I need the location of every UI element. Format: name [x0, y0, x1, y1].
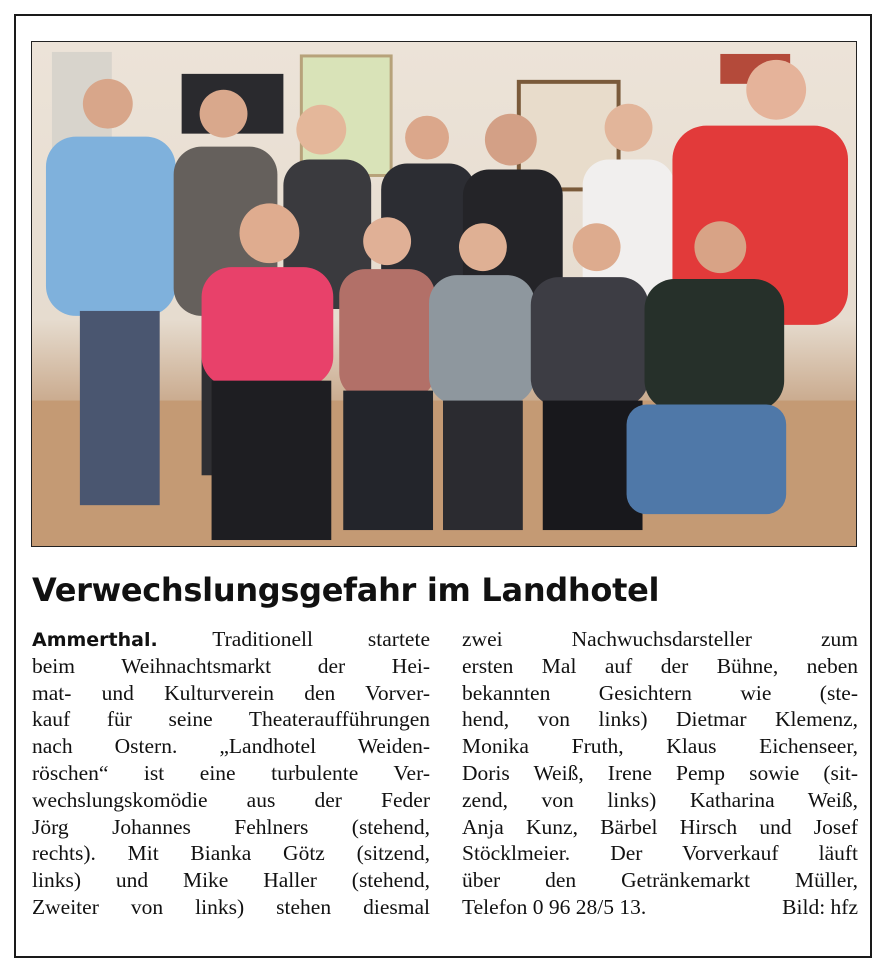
body-line: bekannten Gesichtern wie (ste- — [462, 680, 858, 705]
dateline: Ammerthal. — [32, 629, 158, 651]
body-line: links) und Mike Haller (stehend, — [32, 868, 430, 893]
body-line: mat- und Kulturverein den Vorver- — [32, 680, 430, 705]
body-line: zend, von links) Katharina Weiß, — [462, 787, 858, 812]
body-line: ersten Mal auf der Bühne, neben — [462, 653, 858, 678]
headline: Verwechslungsgefahr im Landhotel — [32, 571, 660, 609]
body-line: rechts). Mit Bianka Götz (sitzend, — [32, 841, 430, 866]
body-line-final — [462, 894, 858, 921]
body-line — [32, 626, 430, 653]
phone-number: Telefon 0 96 28/5 13. — [462, 894, 647, 919]
body-line: wechslungskomödie aus der Feder — [32, 787, 430, 812]
body-line: über den Getränkemarkt Müller, — [462, 868, 858, 893]
photo-credit: Bild: hfz — [782, 894, 858, 919]
body-line: zwei Nachwuchsdarsteller zum — [462, 627, 858, 651]
body-line: Stöcklmeier. Der Vorverkauf läuft — [462, 841, 858, 866]
body-line: hend, von links) Dietmar Klemenz, — [462, 707, 858, 732]
body-line-text: Traditionell startete — [157, 627, 430, 651]
body-line: Jörg Johannes Fehlners (stehend, — [32, 814, 430, 839]
body-line: kauf für seine Theateraufführungen — [32, 707, 430, 732]
body-line: Zweiter von links) stehen diesmal — [32, 894, 430, 919]
article-column-right — [462, 626, 858, 921]
body-line: Doris Weiß, Irene Pemp sowie (sit- — [462, 760, 858, 785]
article-column-left — [32, 626, 430, 921]
group-photo — [31, 41, 857, 547]
body-line: nach Ostern. „Landhotel Weiden- — [32, 734, 430, 759]
body-line: röschen“ ist eine turbulente Ver- — [32, 760, 430, 785]
body-line: beim Weihnachtsmarkt der Hei- — [32, 653, 430, 678]
body-line: Monika Fruth, Klaus Eichenseer, — [462, 734, 858, 759]
group-photo-illustration — [32, 42, 856, 546]
body-line: Anja Kunz, Bärbel Hirsch und Josef — [462, 814, 858, 839]
